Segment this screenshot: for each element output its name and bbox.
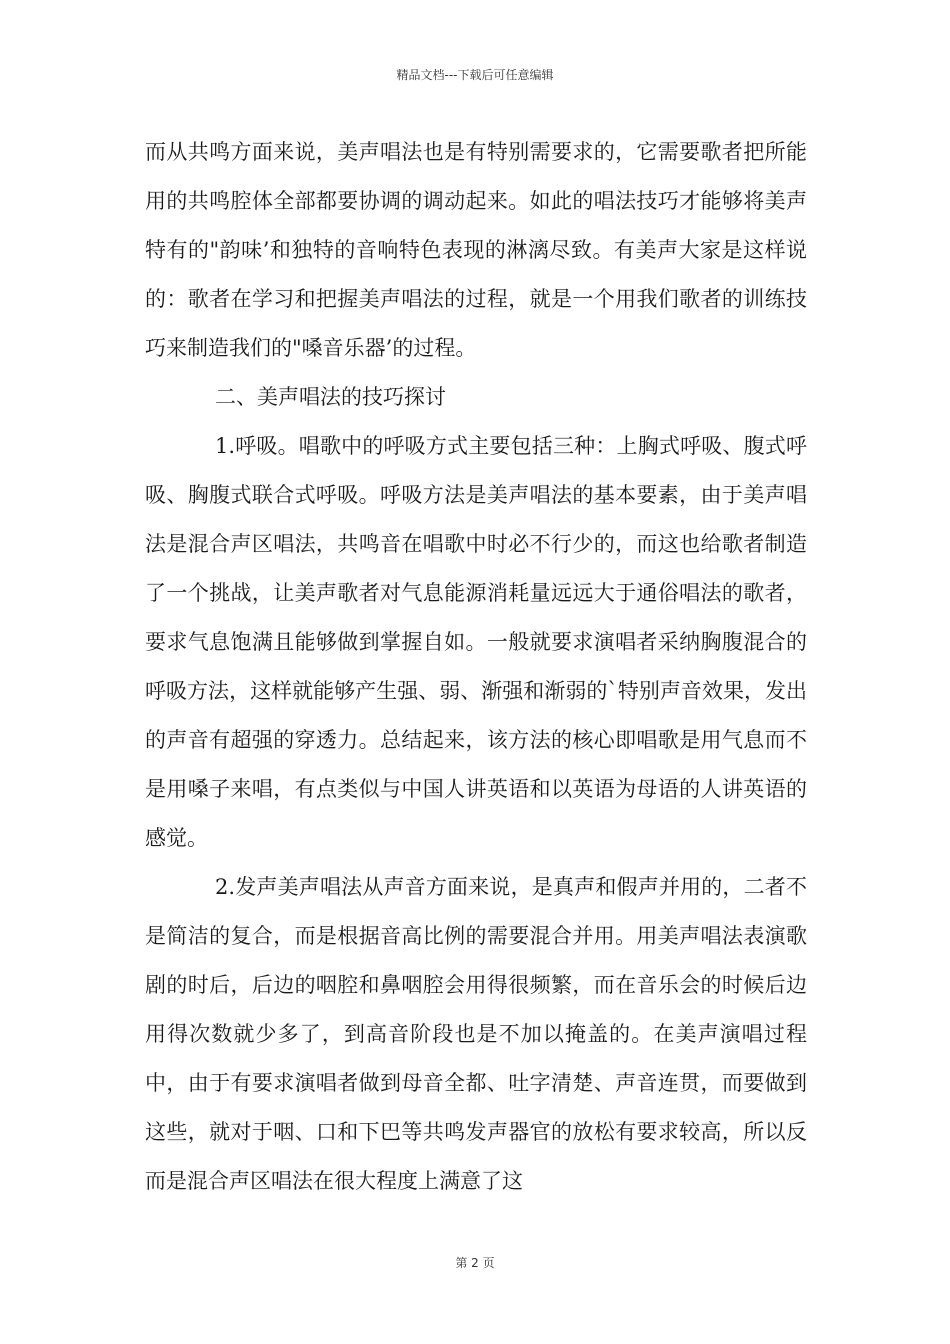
- paragraph-breathing: 1.呼吸。唱歌中的呼吸方式主要包括三种：上胸式呼吸、腹式呼吸、胸腹式联合式呼吸。呼吸方法是美声唱法的基本要素，由于美声唱法是混合声区唱法，共鸣音在唱歌中时必不行少的，而这也给歌者制造了一个挑战，让美声歌者对气息能源消耗量远远大于通俗唱法的歌者，要求气息饱满且能够做到掌握自如。一般就要求演唱者采纳胸腹混合的呼吸方法，这样就能够产生强、弱、渐强和渐弱的`特别声音效果，发出的声音有超强的穿透力。总结起来，该方法的核心即唱歌是用气息而不是用嗓子来唱，有点类似与中国人讲英语和以英语为母语的人讲英语的感觉。: [145, 434, 807, 850]
- document-body: [145, 128, 807, 1206]
- page-header: 精品文档---下载后可任意编辑: [396, 68, 554, 82]
- section-heading: 二、美声唱法的技巧探讨: [215, 385, 446, 409]
- paragraph-vocalization: 2.发声美声唱法从声音方面来说，是真声和假声并用的，二者不是简洁的复合，而是根据音高比例的需要混合并用。用美声唱法表演歌剧的时后，后边的咽腔和鼻咽腔会用得很频繁，而在音乐会的时候后边用得次数就少多了，到高音阶段也是不加以掩盖的。在美声演唱过程中，由于有要求演唱者做到母音全都、吐字清楚、声音连贯，而要做到这些，就对于咽、口和下巴等共鸣发声器官的放松有要求较高，所以反而是混合声区唱法在很大程度上满意了这: [145, 875, 807, 1193]
- paragraph-resonance: 而从共鸣方面来说，美声唱法也是有特别需要求的，它需要歌者把所能用的共鸣腔体全部都要协调的调动起来。如此的唱法技巧才能够将美声特有的"韵味’和独特的音响特色表现的淋漓尽致。有美声大家是这样说的：歌者在学习和把握美声唱法的过程，就是一个用我们歌者的训练技巧来制造我们的"嗓音乐器’的过程。: [145, 140, 807, 360]
- page-number: 第 2 页: [455, 1256, 495, 1270]
